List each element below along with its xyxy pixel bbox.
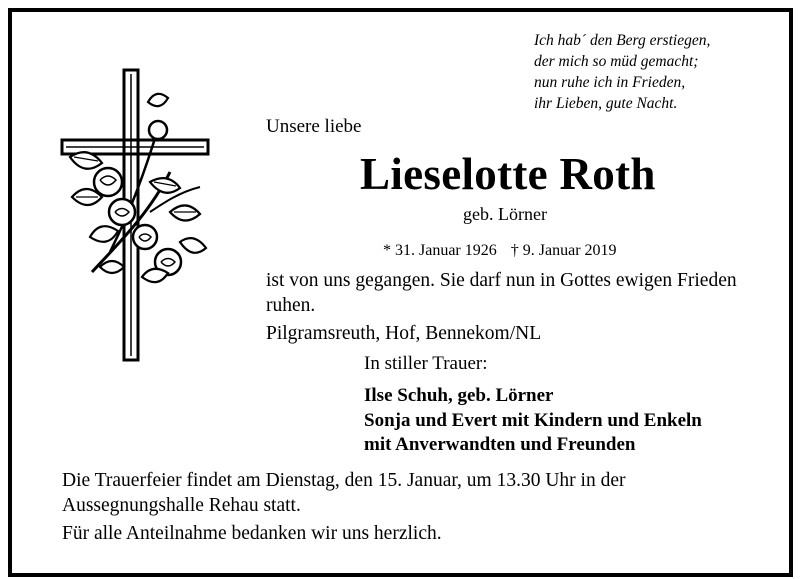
mourner-line: Ilse Schuh, geb. Lörner <box>364 385 554 406</box>
death-date: † 9. Januar 2019 <box>510 242 617 259</box>
funeral-info <box>62 468 626 518</box>
thanks-text: Für alle Anteilnahme bedanken wir uns herzlich. <box>62 523 442 544</box>
cross-with-roses-icon <box>50 62 215 362</box>
poem-line: nun ruhe ich in Frieden, <box>534 74 686 91</box>
message-text: ist von uns gegangen. Sie darf nun in Gottes ewigen Frieden ruhen. <box>266 270 737 316</box>
poem-line: der mich so müd gemacht; <box>534 53 699 70</box>
poem-line: Ich hab´ den Berg erstiegen, <box>534 32 711 49</box>
mourner-line: mit Anverwandten und Freunden <box>364 434 636 455</box>
mourning-intro: In stiller Trauer: <box>364 353 488 374</box>
places-text: Pilgramsreuth, Hof, Bennekom/NL <box>266 323 542 344</box>
mourners-list <box>364 384 702 458</box>
mourner-line: Sonja und Evert mit Kindern und Enkeln <box>364 409 702 431</box>
deceased-name: Lieselotte Roth <box>360 149 656 199</box>
poem <box>534 30 710 114</box>
birth-date: * 31. Januar 1926 <box>383 242 497 259</box>
intro-text: Unsere liebe <box>266 116 362 137</box>
life-dates <box>383 242 631 260</box>
maiden-name: geb. Lörner <box>463 204 547 224</box>
funeral-line: Die Trauerfeier findet am Dienstag, den 15. Januar, um 13.30 Uhr in der <box>62 470 626 491</box>
poem-line: ihr Lieben, gute Nacht. <box>534 95 678 112</box>
funeral-line: Aussegnungshalle Rehau statt. <box>62 495 301 516</box>
